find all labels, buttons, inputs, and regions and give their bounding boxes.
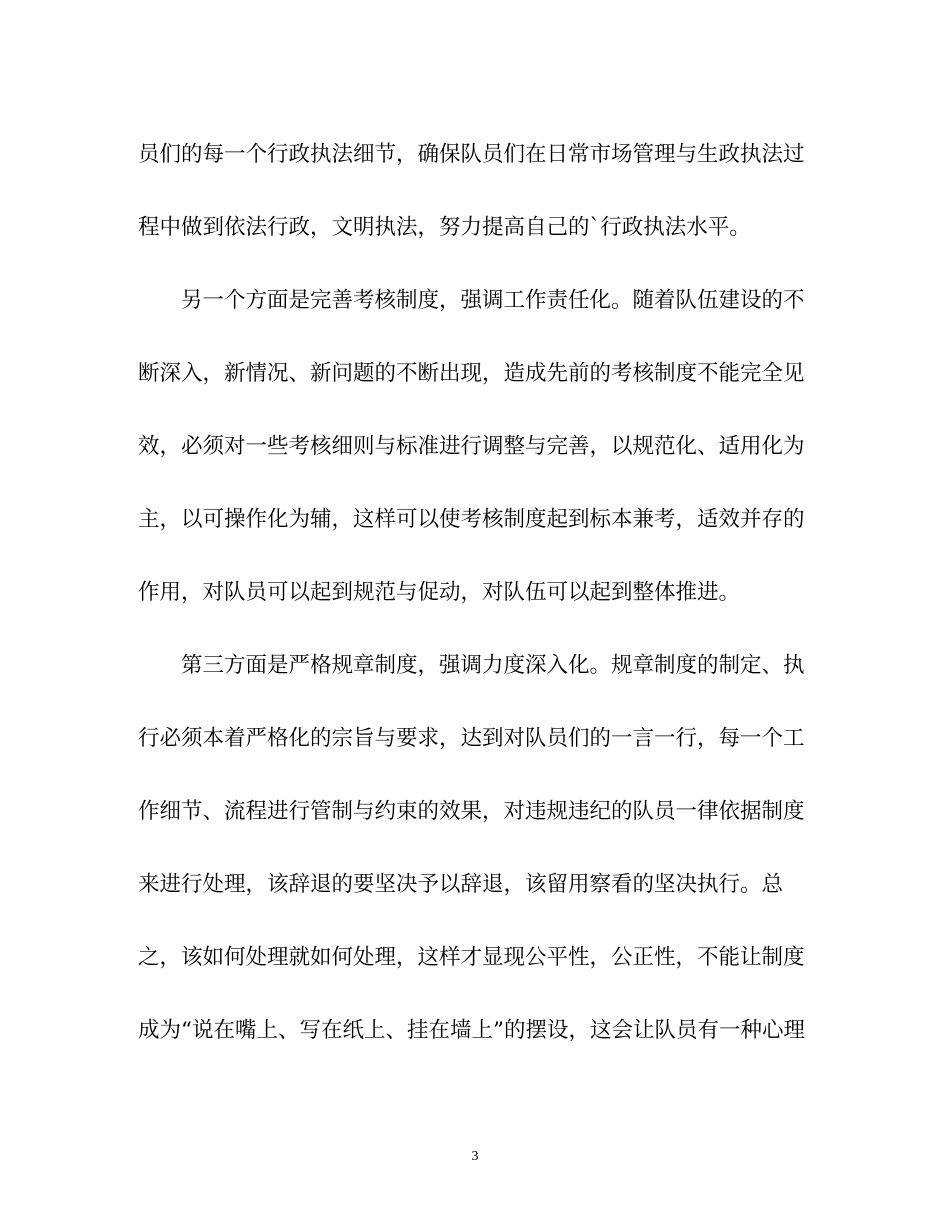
text-line: 断深入，新情况、新问题的不断出现，造成先前的考核制度不能完全见 [138,361,805,386]
text-line: 来进行处理，该辞退的要坚决予以辞退，该留用察看的坚决执行。总 [138,872,784,897]
text-line: 之，该如何处理就如何处理，这样才显现公平性，公正性，不能让制度 [138,945,805,970]
text-line: 主，以可操作化为辅，这样可以使考核制度起到标本兼考，适效并存的 [138,507,805,532]
text-line: 第三方面是严格规章制度，强调力度深入化。规章制度的制定、执 [138,653,805,678]
text-line: 作细节、流程进行管制与约束的效果，对违规违纪的队员一律依据制度 [138,799,805,824]
text-line: 员们的每一个行政执法细节，确保队员们在日常市场管理与生政执法过 [138,142,805,167]
text-line: 成为“说在嘴上、写在纸上、挂在墙上”的摆设，这会让队员有一种心理 [138,1018,805,1043]
text-line: 行必须本着严格化的宗旨与要求，达到对队员们的一言一行，每一个工 [138,726,805,751]
text-line: 效，必须对一些考核细则与标准进行调整与完善，以规范化、适用化为 [138,434,805,459]
text-line: 作用，对队员可以起到规范与促动，对队伍可以起到整体推进。 [138,580,741,605]
text-line: 程中做到依法行政，文明执法，努力提高自己的`行政执法水平。 [138,215,751,240]
page-number: 3 [471,1149,479,1164]
text-line: 另一个方面是完善考核制度，强调工作责任化。随着队伍建设的不 [138,288,805,313]
